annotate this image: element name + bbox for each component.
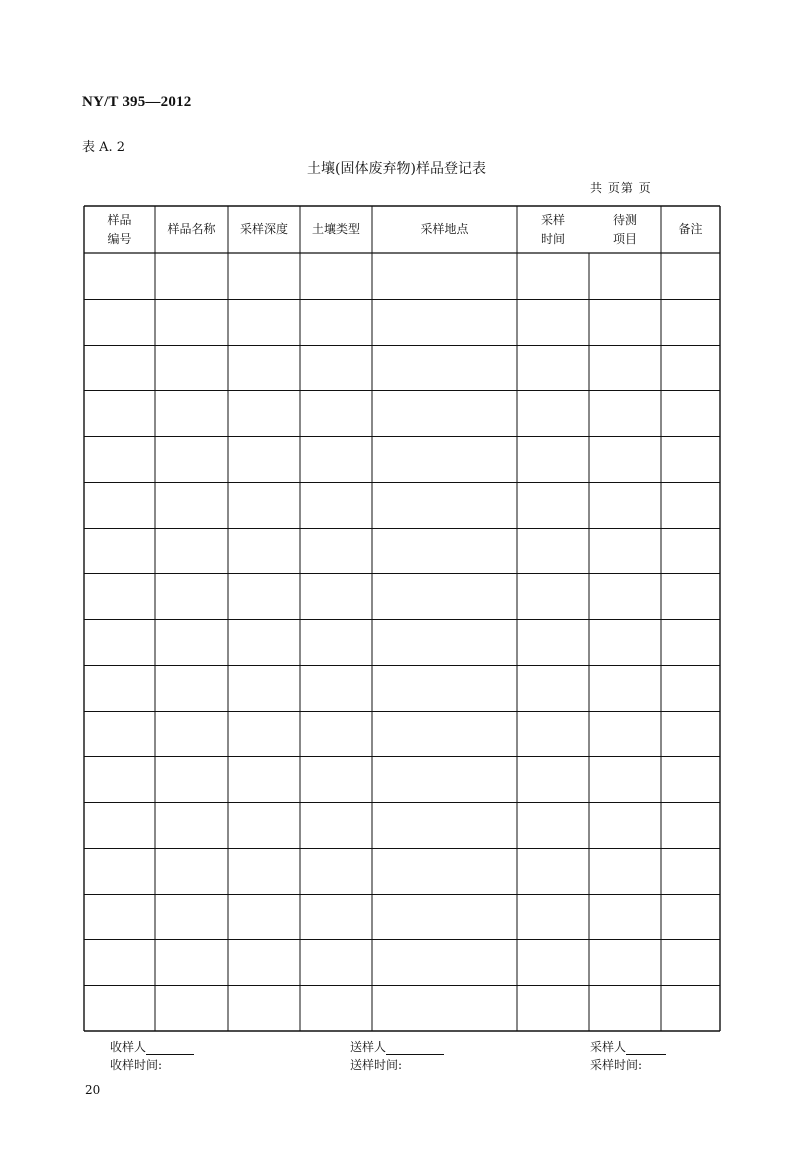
header-text: 备注 <box>678 222 703 236</box>
sender-label: 送样人 <box>350 1038 444 1055</box>
header-cell-soil-type <box>300 220 372 239</box>
header-text: 采样 <box>540 212 565 227</box>
standard-code: NY/T 395—2012 <box>82 94 192 110</box>
header-cell-sampling-time <box>517 211 589 249</box>
header-cell-sampling-depth <box>228 220 300 239</box>
header-text: 采样地点 <box>420 222 469 236</box>
header-text: 样品名称 <box>167 222 216 236</box>
header-text: 编号 <box>107 231 132 246</box>
header-cell-sampling-location <box>372 220 517 239</box>
header-text: 时间 <box>540 231 565 246</box>
header-cell-remarks <box>661 220 720 239</box>
header-text: 样品 <box>107 212 132 227</box>
header-text: 项目 <box>612 231 637 246</box>
document-title: 土壤(固体废弃物)样品登记表 <box>307 161 486 177</box>
header-cell-sample-name <box>155 220 228 239</box>
header-text: 土壤类型 <box>311 222 360 236</box>
sample-time-label: 采样时间: <box>590 1058 643 1072</box>
header-text: 待测 <box>612 212 637 227</box>
page-info: 共 页第 页 <box>590 181 652 195</box>
receive-time-label: 收样时间: <box>110 1058 163 1072</box>
send-time-label: 送样时间: <box>350 1058 403 1072</box>
header-cell-test-items <box>589 211 661 249</box>
header-cell-sample-id <box>84 211 155 249</box>
sampler-label: 采样人 <box>590 1038 666 1055</box>
receiver-label: 收样人 <box>110 1038 194 1055</box>
table-number: 表 A. 2 <box>82 140 126 155</box>
page-number: 20 <box>85 1083 101 1097</box>
header-text: 采样深度 <box>239 222 288 236</box>
